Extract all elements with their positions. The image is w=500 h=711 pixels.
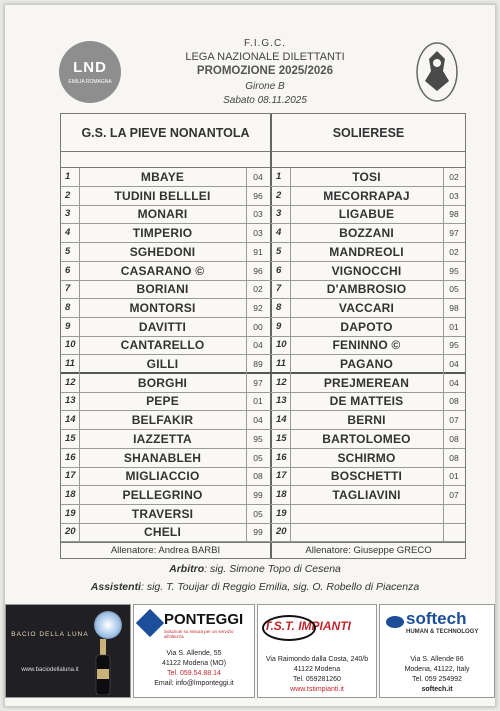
lineup-sheet	[4, 4, 496, 707]
lnd-logo-text: LND	[73, 59, 107, 76]
home-player-name: IAZZETTA	[133, 431, 192, 446]
column-divider	[79, 411, 80, 430]
home-team-name: G.S. LA PIEVE NONANTOLA	[81, 126, 250, 140]
table-row	[61, 280, 465, 299]
sponsor2-tagline: Soluzioni su misura per un servizio all'altezza	[164, 629, 234, 639]
home-player-birth-year: 91	[253, 246, 263, 257]
away-player-number: 15	[276, 432, 287, 444]
away-player-number: 4	[276, 227, 282, 239]
lnd-logo-subtext: EMILIA ROMAGNA	[68, 79, 112, 85]
home-player-name: BORIANI	[136, 282, 189, 297]
home-player-number: 1	[65, 171, 71, 182]
away-player-birth-year: 08	[449, 433, 459, 444]
tst-logo-swoosh	[262, 615, 316, 641]
column-divider	[79, 224, 80, 243]
referee-label: Arbitro	[169, 563, 205, 575]
column-divider	[79, 299, 80, 318]
assistants-line	[5, 581, 500, 593]
home-player-number: 5	[65, 245, 71, 257]
home-player-birth-year: 97	[253, 377, 263, 388]
sponsor4-tagline: HUMAN & TECHNOLOGY	[406, 629, 479, 635]
away-player-name: VIGNOCCHI	[331, 263, 402, 278]
home-player-name: PELLEGRINO	[122, 487, 203, 502]
away-player-name: PAGANO	[340, 357, 393, 371]
away-player-name: LIGABUE	[338, 207, 395, 222]
column-divider	[246, 205, 247, 224]
column-divider	[443, 523, 444, 542]
column-divider	[443, 318, 444, 337]
table-row	[61, 449, 465, 468]
away-player-number: 5	[276, 245, 282, 257]
column-divider	[290, 486, 291, 505]
table-row	[61, 430, 465, 449]
sponsor2-city: 41122 Modena (MO)	[161, 660, 227, 667]
column-divider	[290, 449, 291, 468]
table-row	[61, 224, 465, 243]
away-player-name: PREJMEREAN	[323, 375, 410, 390]
column-divider	[79, 467, 80, 486]
lineup-table	[60, 113, 466, 559]
away-player-number: 7	[276, 283, 282, 295]
sponsor3-address: Via Raimondo dalla Costa, 240/b	[265, 656, 369, 663]
away-team-name: SOLIERESE	[332, 126, 405, 140]
away-player-birth-year	[443, 523, 465, 541]
column-divider	[443, 336, 444, 355]
away-player-birth-year: 98	[449, 302, 459, 313]
away-player-name: VACCARI	[338, 300, 395, 315]
table-row	[61, 411, 465, 430]
sponsor3-city: 41122 Modena	[293, 666, 341, 673]
sponsor2-address: Via S. Allende, 55	[166, 650, 222, 657]
table-row	[61, 318, 465, 337]
away-player-number: 9	[276, 320, 282, 332]
home-player-birth-year: 04	[253, 340, 263, 351]
column-divider	[290, 224, 291, 243]
column-divider	[246, 374, 247, 393]
table-row	[61, 187, 465, 206]
home-player-number: 13	[65, 395, 76, 407]
home-player-birth-year: 03	[253, 228, 263, 239]
away-player-name: D'AMBROSIO	[326, 282, 407, 297]
column-divider	[290, 392, 291, 411]
ponteggi-logo-icon	[136, 609, 164, 637]
column-divider	[290, 411, 291, 430]
competition-title: PROMOZIONE 2025/2026	[196, 65, 334, 77]
sponsor4-url[interactable]: softech.it	[421, 686, 453, 693]
home-player-number: 6	[65, 264, 71, 276]
sponsor4-address: Via S. Allende 86	[410, 656, 464, 663]
home-player-number: 18	[65, 488, 76, 500]
column-divider	[443, 187, 444, 206]
home-player-number: 16	[65, 451, 76, 463]
away-player-number: 19	[276, 507, 287, 519]
column-divider	[246, 336, 247, 355]
column-divider	[290, 523, 291, 542]
away-player-name: TAGLIAVINI	[332, 487, 401, 502]
sponsor2-email[interactable]: Email: info@lmponteggi.it	[154, 680, 234, 687]
column-divider	[246, 392, 247, 411]
home-player-name: BELFAKIR	[131, 413, 194, 428]
home-player-name: MONARI	[137, 207, 188, 222]
table-row	[61, 168, 465, 187]
away-player-number: 10	[276, 339, 287, 351]
home-player-birth-year: 99	[253, 527, 263, 538]
sponsor-softech	[379, 604, 495, 698]
column-divider	[246, 280, 247, 299]
home-player-birth-year: 02	[253, 284, 263, 295]
column-divider	[290, 280, 291, 299]
home-player-birth-year: 99	[253, 489, 263, 500]
column-divider	[246, 224, 247, 243]
column-divider	[79, 336, 80, 355]
home-player-number: 7	[65, 283, 71, 295]
home-player-birth-year: 92	[253, 302, 263, 313]
away-player-birth-year: 08	[449, 452, 459, 463]
lnd-logo	[59, 41, 121, 103]
home-player-name: SGHEDONI	[129, 244, 196, 259]
column-divider	[246, 318, 247, 337]
column-divider	[443, 374, 444, 393]
home-player-birth-year: 03	[253, 209, 263, 220]
away-player-birth-year: 95	[449, 265, 459, 276]
sponsor2-name: PONTEGGI	[164, 611, 244, 628]
column-divider	[79, 262, 80, 281]
away-player-birth-year: 04	[449, 377, 459, 388]
match-date: Sabato 08.11.2025	[223, 95, 307, 106]
sponsor1-name: BACIO DELLA LUNA	[11, 631, 89, 638]
column-divider	[79, 355, 80, 374]
home-player-name: DAVITTI	[138, 319, 187, 334]
home-player-number: 14	[65, 414, 76, 426]
column-divider	[79, 505, 80, 524]
column-divider	[246, 168, 247, 187]
home-player-number: 17	[65, 470, 76, 482]
home-player-birth-year: 05	[253, 508, 263, 519]
sponsor4-phone: Tel. 059 254992	[412, 676, 462, 683]
table-row	[61, 262, 465, 281]
column-divider	[443, 205, 444, 224]
column-divider	[246, 243, 247, 262]
column-divider	[79, 392, 80, 411]
column-divider	[79, 486, 80, 505]
column-divider	[290, 262, 291, 281]
away-player-number: 14	[276, 414, 287, 426]
federation-title: F.I.G.C.	[244, 38, 286, 49]
column-divider	[443, 467, 444, 486]
column-divider	[79, 318, 80, 337]
column-divider	[79, 243, 80, 262]
sponsor3-url[interactable]: www.tstimpianti.it	[290, 686, 344, 693]
away-coach: Allenatore: Giuseppe GRECO	[305, 545, 432, 556]
sponsor4-city: Modena, 41122, Italy	[404, 666, 470, 673]
sponsor3-name: T.S.T. IMPIANTI	[264, 619, 351, 633]
away-player-number: 20	[276, 526, 287, 538]
column-divider	[290, 336, 291, 355]
away-player-number: 17	[276, 470, 287, 482]
column-divider	[246, 411, 247, 430]
table-row	[61, 336, 465, 355]
sponsor1-url[interactable]: www.baciodellaluna.it	[21, 667, 79, 673]
home-player-birth-year: 08	[253, 471, 263, 482]
away-player-name: BARTOLOMEO	[322, 431, 411, 446]
home-coach: Allenatore: Andrea BARBI	[110, 545, 221, 556]
sponsor-ponteggi	[133, 604, 255, 698]
away-player-name: DAPOTO	[340, 319, 393, 334]
column-divider	[79, 280, 80, 299]
column-divider	[290, 205, 291, 224]
home-player-birth-year: 05	[253, 452, 263, 463]
home-player-name: GILLI	[146, 357, 179, 371]
away-player-number: 8	[276, 301, 282, 313]
assistants-label: Assistenti	[90, 581, 141, 593]
column-divider	[246, 505, 247, 524]
referee-name: : sig. Simone Topo di Cesena	[204, 563, 341, 575]
away-player-birth-year: 03	[449, 190, 459, 201]
group-label: Girone B	[245, 81, 285, 92]
away-player-birth-year: 95	[449, 340, 459, 351]
table-row	[61, 205, 465, 224]
home-player-birth-year: 89	[253, 359, 263, 369]
column-divider	[290, 187, 291, 206]
column-divider	[443, 243, 444, 262]
home-player-name: TIMPERIO	[132, 226, 193, 241]
away-player-birth-year: 02	[449, 172, 459, 182]
home-player-number: 19	[65, 507, 76, 519]
away-player-birth-year: 01	[449, 321, 459, 332]
home-player-name: SHANABLEH	[123, 450, 202, 465]
home-player-number: 9	[65, 320, 71, 332]
away-player-name: MECORRAPAJ	[323, 188, 410, 203]
away-player-birth-year: 02	[449, 246, 459, 257]
away-player-name: FENINNO ©	[332, 338, 401, 353]
column-divider	[79, 374, 80, 393]
home-player-number: 10	[65, 339, 76, 351]
moon-icon	[94, 611, 122, 639]
table-row	[61, 374, 465, 393]
away-player-number: 16	[276, 451, 287, 463]
column-divider	[290, 318, 291, 337]
away-player-number: 11	[276, 358, 286, 369]
softech-logo-icon	[386, 615, 404, 629]
column-divider	[443, 392, 444, 411]
away-player-name: SCHIRMO	[337, 450, 396, 465]
table-row	[61, 243, 465, 262]
home-player-number: 3	[65, 208, 71, 220]
column-divider	[246, 523, 247, 542]
assistants-names: : sig. T. Touijar di Reggio Emilia, sig. O. Robello di Piacenza	[140, 581, 420, 593]
away-player-name: TOSI	[352, 170, 381, 184]
column-divider	[246, 187, 247, 206]
coach-row	[61, 542, 465, 558]
home-player-number: 8	[65, 301, 71, 313]
home-player-name: MBAYE	[140, 170, 185, 184]
away-player-name: MANDREOLI	[329, 244, 404, 259]
table-row	[61, 523, 465, 542]
home-player-birth-year: 96	[253, 265, 263, 276]
home-player-number: 12	[65, 376, 76, 388]
team-names-row	[61, 114, 465, 152]
league-title: LEGA NAZIONALE DILETTANTI	[185, 51, 345, 63]
home-player-number: 11	[65, 358, 75, 369]
away-player-birth-year: 07	[449, 489, 459, 500]
home-player-number: 15	[65, 432, 76, 444]
table-row	[61, 505, 465, 524]
column-divider	[290, 168, 291, 187]
home-player-name: BORGHI	[137, 375, 188, 390]
column-divider	[443, 299, 444, 318]
column-divider	[79, 187, 80, 206]
away-player-number: 2	[276, 189, 282, 201]
column-divider	[79, 205, 80, 224]
table-row	[61, 486, 465, 505]
sponsor-bacio-della-luna	[5, 604, 131, 698]
away-player-birth-year: 01	[449, 471, 459, 482]
away-player-birth-year: 04	[449, 359, 459, 369]
column-divider	[443, 505, 444, 524]
home-player-number: 4	[65, 227, 71, 239]
away-player-name: DE MATTEIS	[329, 394, 404, 409]
away-player-number: 13	[276, 395, 287, 407]
column-divider	[246, 355, 247, 374]
sponsor-bar	[5, 604, 495, 698]
spacer-row	[61, 152, 465, 168]
away-player-birth-year	[443, 505, 465, 523]
column-divider	[290, 374, 291, 393]
home-player-name: MIGLIACCIO	[125, 469, 200, 484]
column-divider	[290, 467, 291, 486]
column-divider	[79, 168, 80, 187]
away-player-number: 12	[276, 376, 287, 388]
home-player-name: TUDINI BELLLEI	[114, 188, 211, 203]
sponsor2-phone: Tel. 059.54.88.14	[167, 670, 221, 677]
column-divider	[290, 430, 291, 449]
away-player-name: BOZZANI	[339, 226, 394, 241]
column-divider	[290, 355, 291, 374]
home-player-birth-year: 04	[253, 172, 263, 182]
table-row	[61, 467, 465, 486]
column-divider	[246, 299, 247, 318]
column-divider	[443, 449, 444, 468]
away-player-birth-year: 05	[449, 284, 459, 295]
home-player-name: CANTARELLO	[120, 338, 205, 353]
away-player-number: 3	[276, 208, 282, 220]
table-row	[61, 355, 465, 374]
sponsor3-phone: Tel. 059281260	[293, 676, 341, 683]
home-player-birth-year: 95	[253, 433, 263, 444]
home-player-number: 20	[65, 526, 76, 538]
home-player-name: CHELI	[144, 525, 181, 540]
column-divider	[443, 430, 444, 449]
column-divider	[443, 168, 444, 187]
table-row	[61, 392, 465, 411]
column-divider	[443, 280, 444, 299]
away-player-number: 18	[276, 488, 287, 500]
column-divider	[79, 449, 80, 468]
home-player-name: CASARANO ©	[120, 263, 205, 278]
column-divider	[79, 523, 80, 542]
away-player-number: 6	[276, 264, 282, 276]
column-divider	[246, 262, 247, 281]
column-divider	[246, 430, 247, 449]
column-divider	[246, 486, 247, 505]
column-divider	[290, 299, 291, 318]
table-row	[61, 299, 465, 318]
away-player-birth-year: 08	[449, 396, 459, 407]
away-player-name	[290, 505, 443, 523]
column-divider	[290, 505, 291, 524]
column-divider	[443, 411, 444, 430]
sponsor-tst-impianti	[257, 604, 377, 698]
home-player-number: 2	[65, 189, 71, 201]
home-player-birth-year: 04	[253, 415, 263, 426]
referee-line	[5, 563, 500, 575]
column-divider	[290, 243, 291, 262]
away-player-birth-year: 98	[449, 209, 459, 220]
club-crest-icon	[415, 41, 459, 103]
away-player-number: 1	[276, 171, 282, 182]
home-player-birth-year: 00	[253, 321, 263, 332]
column-divider	[246, 449, 247, 468]
away-player-name: BOSCHETTI	[330, 469, 403, 484]
away-player-birth-year: 07	[449, 415, 459, 426]
home-player-name: TRAVERSI	[131, 506, 194, 521]
column-divider	[246, 467, 247, 486]
sponsor4-name: softech	[406, 609, 467, 628]
column-divider	[443, 262, 444, 281]
column-divider	[443, 355, 444, 374]
home-player-name: MONTORSI	[129, 300, 196, 315]
column-divider	[79, 430, 80, 449]
home-player-birth-year: 96	[253, 190, 263, 201]
away-player-name: BERNI	[347, 413, 386, 428]
away-player-birth-year: 97	[449, 228, 459, 239]
home-player-birth-year: 01	[253, 396, 263, 407]
away-player-name	[290, 523, 443, 541]
column-divider	[443, 486, 444, 505]
home-player-name: PEPE	[146, 394, 179, 409]
column-divider	[443, 224, 444, 243]
wine-bottle-icon	[92, 639, 114, 695]
